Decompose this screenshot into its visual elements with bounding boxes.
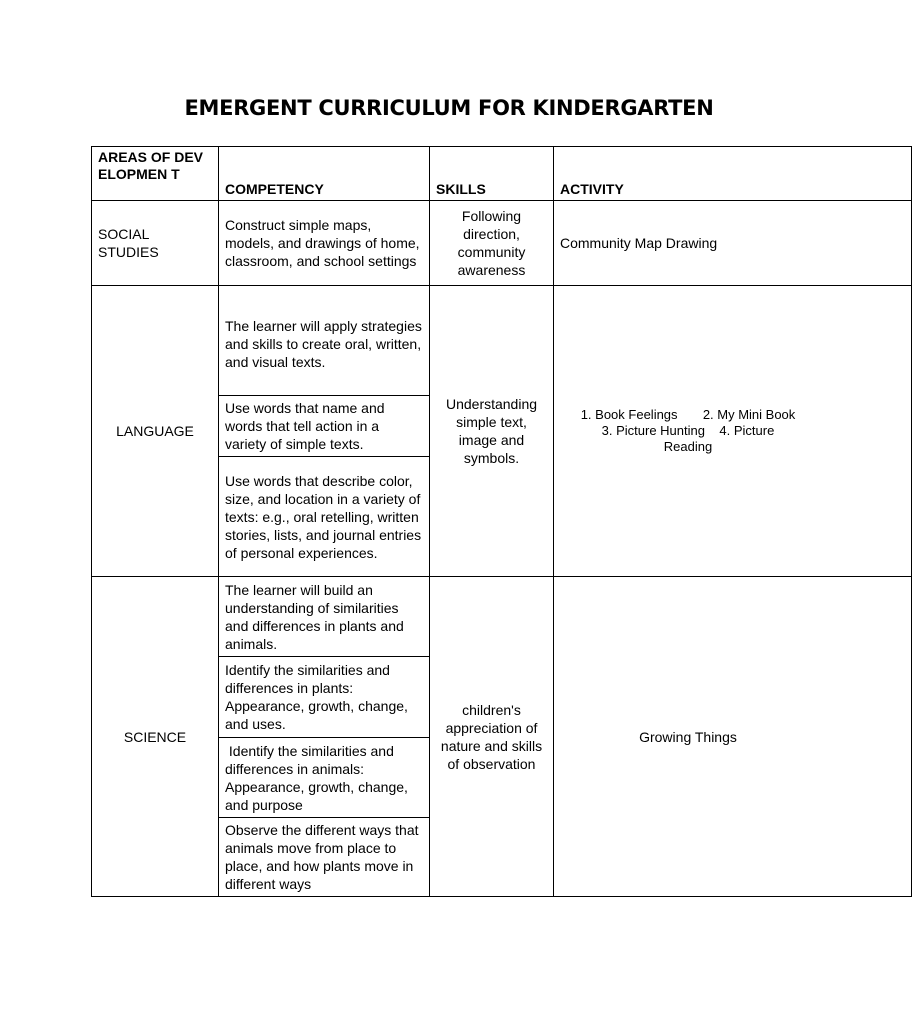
activity-line: 1. Book Feelings 2. My Mini Book xyxy=(580,407,796,422)
header-skills: SKILLS xyxy=(430,147,554,201)
competency-cell: Use words that describe color, size, and location in a variety of texts: e.g., oral retelling, written stories, lists, and journal entries of personal experiences. xyxy=(219,457,430,577)
skills-cell: Understanding simple text, image and symbols. xyxy=(430,286,554,577)
competency-cell: The learner will build an understanding of similarities and differences in plants and animals. xyxy=(219,577,430,657)
curriculum-table xyxy=(91,146,912,897)
header-areas: AREAS OF DEVELOPMEN T xyxy=(92,147,219,201)
header-row xyxy=(92,147,912,201)
activity-line: Reading xyxy=(663,439,713,454)
competency-cell: Identify the similarities and differences in plants: Appearance, growth, change, and uses. xyxy=(219,657,430,738)
header-competency: COMPETENCY xyxy=(219,147,430,201)
area-language: LANGUAGE xyxy=(92,286,219,577)
area-science: SCIENCE xyxy=(92,577,219,897)
table-row-language xyxy=(92,286,912,396)
competency-cell: Construct simple maps, models, and drawings of home, classroom, and school settings xyxy=(219,201,430,286)
header-activity: ACTIVITY xyxy=(554,147,912,201)
activity-cell: Community Map Drawing xyxy=(554,201,912,286)
skills-cell: children's appreciation of nature and skills of observation xyxy=(430,577,554,897)
activity-text: Growing Things xyxy=(639,728,737,745)
competency-cell: The learner will apply strategies and skills to create oral, written, and visual texts. xyxy=(219,286,430,396)
competency-cell: Observe the different ways that animals move from place to place, and how plants move in different ways xyxy=(219,818,430,897)
table-row-science xyxy=(92,577,912,657)
activity-cell xyxy=(554,577,912,897)
skills-cell: Following direction, community awareness xyxy=(430,201,554,286)
document-title: EMERGENT CURRICULUM FOR KINDERGARTEN xyxy=(184,96,714,120)
table-row-social-studies xyxy=(92,201,912,286)
activity-line: 3. Picture Hunting 4. Picture xyxy=(601,423,775,438)
activity-cell xyxy=(554,286,912,577)
area-social-studies: SOCIAL STUDIES xyxy=(92,201,219,286)
competency-cell: Identify the similarities and differences in animals: Appearance, growth, change, and purpose xyxy=(219,738,430,818)
activity-list xyxy=(560,407,816,455)
competency-cell: Use words that name and words that tell action in a variety of simple texts. xyxy=(219,396,430,457)
